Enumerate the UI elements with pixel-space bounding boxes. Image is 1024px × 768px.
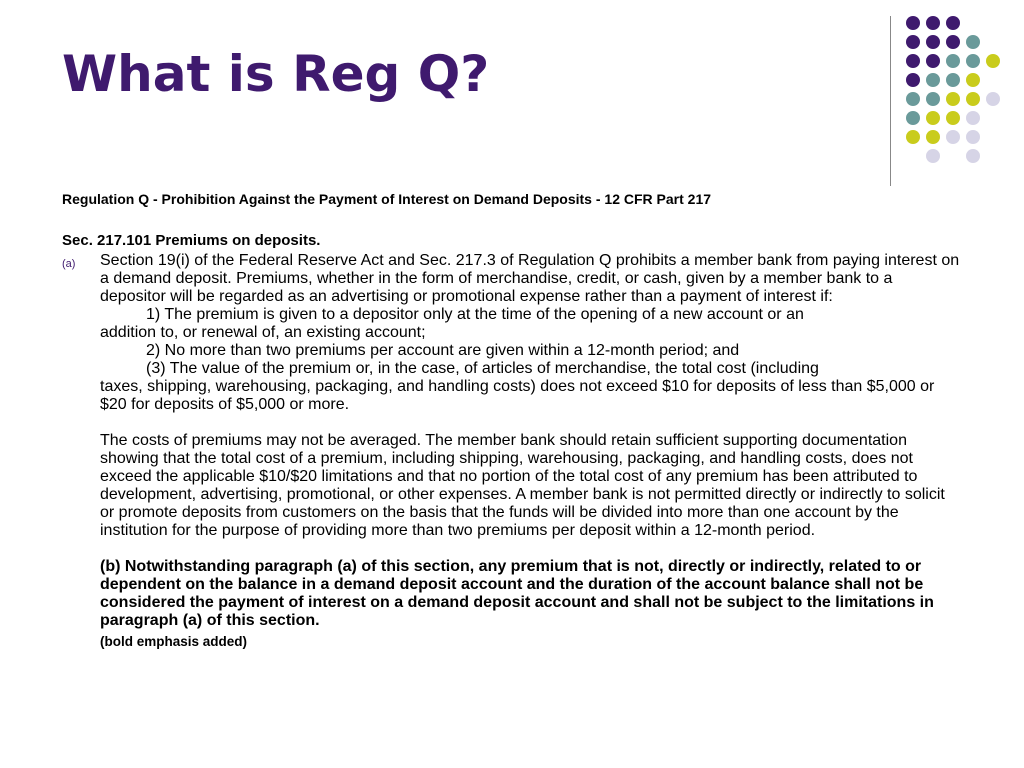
- dot: [966, 35, 980, 49]
- dot: [906, 130, 920, 144]
- emphasis-note: (bold emphasis added): [100, 634, 248, 649]
- dot: [906, 54, 920, 68]
- dot: [926, 92, 940, 106]
- slide-subtitle: Regulation Q - Prohibition Against the Payment of Interest on Demand Deposits - 12 CFR Part 217: [62, 191, 712, 207]
- divider-line: [890, 16, 891, 186]
- dot: [966, 73, 980, 87]
- slide-title: What is Reg Q?: [62, 45, 490, 103]
- section-heading: Sec. 217.101 Premiums on deposits.: [62, 232, 321, 249]
- dot: [946, 111, 960, 125]
- list-item-2: 2) No more than two premiums per account are given within a 12-month period; and: [146, 342, 740, 359]
- dot: [946, 16, 960, 30]
- paragraph-intro: Section 19(i) of the Federal Reserve Act and Sec. 217.3 of Regulation Q prohibits a member bank from paying interest on a demand deposit. Premiums, whether in the form of merchandise, credit, or cash, given by a member bank to a depositor will be regarded as an advertising or promotional expense rather than a payment of interest if:: [100, 252, 960, 305]
- dot: [926, 73, 940, 87]
- dot: [926, 149, 940, 163]
- dot: [946, 54, 960, 68]
- dot: [926, 111, 940, 125]
- dot: [906, 16, 920, 30]
- paragraph-costs: The costs of premiums may not be averaged. The member bank should retain sufficient supporting documentation showing that the total cost of a premium, including shipping, warehousing, packaging, and handling costs, does not exceed the applicable $10/$20 limitations and that no portion of the total cost of any premium has been attributed to development, advertising, promotional, or other expenses. A member bank is not permitted directly or indirectly to solicit or promote deposits from customers on the basis that the funds will be divided into more than one account by the institution for the purpose of providing more than two premiums per deposit within a 12-month period.: [100, 432, 945, 539]
- dot: [926, 35, 940, 49]
- decorative-dot-grid: [906, 12, 1006, 162]
- bullet-marker: (a): [62, 258, 76, 270]
- dot: [946, 92, 960, 106]
- dot: [966, 111, 980, 125]
- dot: [966, 149, 980, 163]
- list-item-3-continued: taxes, shipping, warehousing, packaging, and handling costs) does not exceed $10 for deposits of less than $5,000 or $20 for deposits of $5,000 or more.: [100, 378, 935, 413]
- dot: [966, 54, 980, 68]
- dot: [906, 73, 920, 87]
- dot: [926, 130, 940, 144]
- dot: [926, 16, 940, 30]
- list-item-1: 1) The premium is given to a depositor only at the time of the opening of a new account or an: [146, 306, 804, 323]
- dot: [986, 54, 1000, 68]
- list-item-1-continued: addition to, or renewal of, an existing account;: [100, 324, 426, 341]
- paragraph-b: (b) Notwithstanding paragraph (a) of this section, any premium that is not, directly or indirectly, related to or dependent on the balance in a demand deposit account and the duration of the account balance shall not be considered the payment of interest on a demand deposit account and shall not be subject to the limitations in paragraph (a) of this section.: [100, 558, 934, 629]
- dot: [966, 92, 980, 106]
- dot: [966, 130, 980, 144]
- dot: [926, 54, 940, 68]
- list-item-3: (3) The value of the premium or, in the case, of articles of merchandise, the total cost (including: [146, 360, 819, 377]
- dot: [946, 35, 960, 49]
- slide-body: [100, 252, 960, 651]
- dot: [906, 92, 920, 106]
- dot: [946, 73, 960, 87]
- dot: [906, 111, 920, 125]
- dot: [986, 92, 1000, 106]
- dot: [906, 35, 920, 49]
- dot: [946, 130, 960, 144]
